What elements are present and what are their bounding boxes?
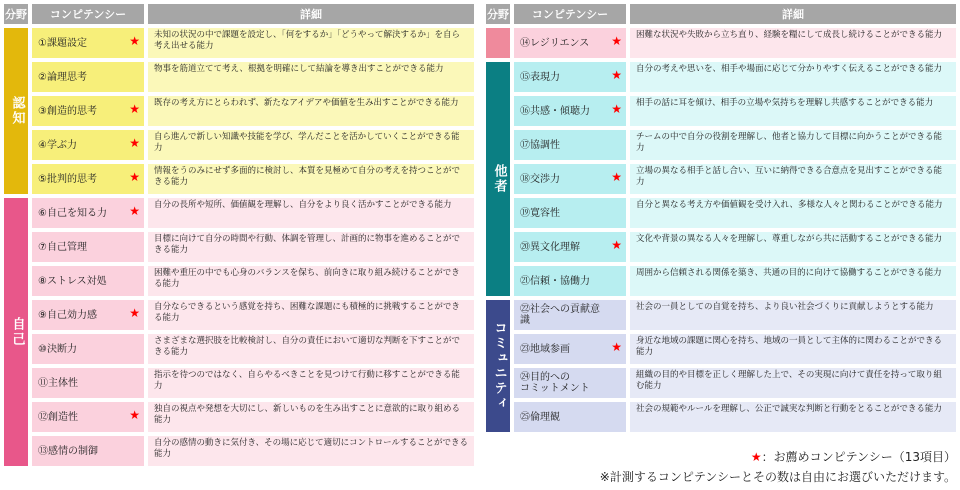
recommended-star-icon: ★ — [611, 34, 622, 48]
recommended-star-icon: ★ — [129, 408, 140, 422]
competency-detail: 社会の一員としての自覚を持ち、より良い社会づくりに貢献しようとする能力 — [630, 300, 956, 330]
competency-name — [32, 232, 144, 262]
header-competency: コンピテンシー — [514, 4, 626, 24]
category-label: 認知 — [9, 96, 25, 126]
competency-label: ㉕倫理観 — [520, 411, 560, 423]
competency-label: ㉑信頼・協働力 — [520, 275, 590, 287]
competency-row — [514, 402, 956, 432]
header-detail: 詳細 — [148, 4, 474, 24]
star-icon: ★ — [750, 450, 762, 464]
competency-detail: 組織の目的や目標を正しく理解した上で、その実現に向けて責任を持って取り組む能力 — [630, 368, 956, 398]
category-label: 自己 — [9, 317, 25, 347]
competency-label: ⑦自己管理 — [38, 241, 87, 253]
competency-label: ⑯共感・傾聴力 — [520, 105, 590, 117]
competency-label: ⑰協調性 — [520, 139, 560, 151]
competency-detail: 自分の考えや思いを、相手や場面に応じて分かりやすく伝えることができる能力 — [630, 62, 956, 92]
competency-detail: 立場の異なる相手と話し合い、互いに納得できる合意点を見出すことができる能力 — [630, 164, 956, 194]
competency-name — [514, 28, 626, 58]
recommended-star-icon: ★ — [129, 204, 140, 218]
competency-row — [514, 96, 956, 126]
competency-row — [32, 28, 474, 58]
competency-row — [514, 334, 956, 364]
competency-row — [32, 300, 474, 330]
recommended-star-icon: ★ — [611, 68, 622, 82]
competency-detail: 未知の状況の中で課題を設定し、「何をするか」「どうやって解決するか」を自ら考え出せる能力 — [148, 28, 474, 58]
recommended-star-icon: ★ — [611, 238, 622, 252]
competency-detail: 自分ならできるという感覚を持ち、困難な課題にも積極的に挑戦することができる能力 — [148, 300, 474, 330]
competency-detail: 自分の長所や短所、価値観を理解し、自分をより良く活かすことができる能力 — [148, 198, 474, 228]
competency-label: ⑬感情の制御 — [38, 445, 98, 457]
competency-detail: 周囲から信頼される関係を築き、共通の目的に向けて協働することができる能力 — [630, 266, 956, 296]
competency-label: ⑤批判的思考 — [38, 173, 97, 185]
competency-name — [32, 368, 144, 398]
competency-label: ⑳異文化理解 — [520, 241, 580, 253]
competency-row — [32, 436, 474, 466]
header-competency: コンピテンシー — [32, 4, 144, 24]
competency-row — [514, 28, 956, 58]
competency-name — [514, 266, 626, 296]
competency-row — [32, 198, 474, 228]
competency-label: ④学ぶ力 — [38, 139, 77, 151]
competency-name — [514, 164, 626, 194]
header-category: 分野 — [486, 4, 510, 24]
competency-detail: チームの中で自分の役割を理解し、他者と協力して目標に向かうことができる能力 — [630, 130, 956, 160]
category-block — [4, 28, 28, 194]
competency-name — [514, 198, 626, 228]
competency-detail: 困難な状況や失敗から立ち直り、経験を糧にして成長し続けることができる能力 — [630, 28, 956, 58]
competency-name — [514, 232, 626, 262]
competency-detail: 目標に向けて自分の時間や行動、体調を管理し、計画的に物事を進めることができる能力 — [148, 232, 474, 262]
competency-detail: 自ら進んで新しい知識や技能を学び、学んだことを活かしていくことができる能力 — [148, 130, 474, 160]
category-block — [4, 198, 28, 466]
recommended-star-icon: ★ — [129, 34, 140, 48]
competency-label: ⑪主体性 — [38, 377, 78, 389]
competency-label: ①課題設定 — [38, 37, 87, 49]
competency-row — [514, 368, 956, 398]
competency-name — [32, 198, 144, 228]
header-category: 分野 — [4, 4, 28, 24]
selection-note: ※計測するコンピテンシーとその数は自由にお選びいただけます。 — [599, 470, 956, 484]
competency-name — [32, 300, 144, 330]
recommended-star-icon: ★ — [129, 170, 140, 184]
competency-name — [32, 96, 144, 126]
competency-name — [32, 402, 144, 432]
competency-detail: 社会の規範やルールを理解し、公正で誠実な判断と行動をとることができる能力 — [630, 402, 956, 432]
competency-row — [32, 266, 474, 296]
competency-name — [514, 130, 626, 160]
competency-name — [514, 402, 626, 432]
competency-name — [514, 300, 626, 330]
competency-name — [32, 334, 144, 364]
competency-name — [514, 334, 626, 364]
competency-row — [32, 334, 474, 364]
competency-row — [514, 198, 956, 228]
competency-detail: 困難や重圧の中でも心身のバランスを保ち、前向きに取り組み続けることができる能力 — [148, 266, 474, 296]
competency-label: ⑱交渉力 — [520, 173, 560, 185]
category-block — [486, 300, 510, 432]
competency-row — [32, 62, 474, 92]
category-label: 他者 — [491, 164, 507, 194]
recommended-star-icon: ★ — [611, 102, 622, 116]
competency-row — [514, 130, 956, 160]
competency-name — [32, 28, 144, 58]
competency-detail: 身近な地域の課題に関心を持ち、地域の一員として主体的に関わることができる能力 — [630, 334, 956, 364]
competency-label: ㉒社会への貢献意識 — [520, 304, 600, 326]
competency-row — [32, 232, 474, 262]
competency-label: ㉓地域参画 — [520, 343, 570, 355]
competency-name — [32, 130, 144, 160]
competency-detail: 自分と異なる考え方や価値観を受け入れ、多様な人々と関わることができる能力 — [630, 198, 956, 228]
competency-detail: 自分の感情の動きに気付き、その場に応じて適切にコントロールすることができる能力 — [148, 436, 474, 466]
competency-row — [32, 402, 474, 432]
competency-name — [32, 62, 144, 92]
competency-row — [514, 266, 956, 296]
competency-row — [32, 164, 474, 194]
competency-name — [514, 368, 626, 398]
competency-label: ⑧ストレス対処 — [38, 275, 107, 287]
competency-name — [514, 96, 626, 126]
competency-row — [32, 130, 474, 160]
competency-label: ②論理思考 — [38, 71, 87, 83]
competency-label: ㉔目的への コミットメント — [520, 372, 590, 394]
recommended-star-icon: ★ — [611, 170, 622, 184]
recommended-star-icon: ★ — [611, 340, 622, 354]
competency-row — [514, 232, 956, 262]
competency-label: ③創造的思考 — [38, 105, 97, 117]
legend-text: ：お薦めコンピテンシー（13項目） — [761, 450, 956, 464]
competency-name — [32, 164, 144, 194]
competency-detail: さまざまな選択肢を比較検討し、自分の責任において適切な判断を下すことができる能力 — [148, 334, 474, 364]
competency-detail: 既存の考え方にとらわれず、新たなアイデアや価値を生み出すことができる能力 — [148, 96, 474, 126]
competency-label: ⑩決断力 — [38, 343, 77, 355]
competency-detail: 文化や背景の異なる人々を理解し、尊重しながら共に活動することができる能力 — [630, 232, 956, 262]
competency-detail: 独自の視点や発想を大切にし、新しいものを生み出すことに意欲的に取り組める能力 — [148, 402, 474, 432]
competency-detail: 情報をうのみにせず多面的に検討し、本質を見極めて自分の考えを持つことができる能力 — [148, 164, 474, 194]
competency-label: ⑮表現力 — [520, 71, 560, 83]
competency-label: ⑲寛容性 — [520, 207, 560, 219]
competency-name — [32, 436, 144, 466]
competency-label: ⑨自己効力感 — [38, 309, 97, 321]
competency-detail: 相手の話に耳を傾け、相手の立場や気持ちを理解し共感することができる能力 — [630, 96, 956, 126]
header-detail: 詳細 — [630, 4, 956, 24]
recommended-star-icon: ★ — [129, 306, 140, 320]
competency-row — [514, 62, 956, 92]
star-legend — [486, 448, 956, 465]
category-label: コミュニティ — [491, 321, 507, 411]
competency-label: ⑫創造性 — [38, 411, 78, 423]
competency-name — [514, 62, 626, 92]
competency-detail: 指示を待つのではなく、自らやるべきことを見つけて行動に移すことができる能力 — [148, 368, 474, 398]
competency-detail: 物事を筋道立てて考え、根拠を明確にして結論を導き出すことができる能力 — [148, 62, 474, 92]
competency-label: ⑥自己を知る力 — [38, 207, 107, 219]
recommended-star-icon: ★ — [129, 102, 140, 116]
competency-name — [32, 266, 144, 296]
competency-label: ⑭レジリエンス — [520, 37, 590, 49]
category-block — [486, 28, 510, 58]
competency-row — [514, 164, 956, 194]
competency-row — [514, 300, 956, 330]
competency-row — [32, 96, 474, 126]
category-block — [486, 62, 510, 296]
competency-row — [32, 368, 474, 398]
recommended-star-icon: ★ — [129, 136, 140, 150]
